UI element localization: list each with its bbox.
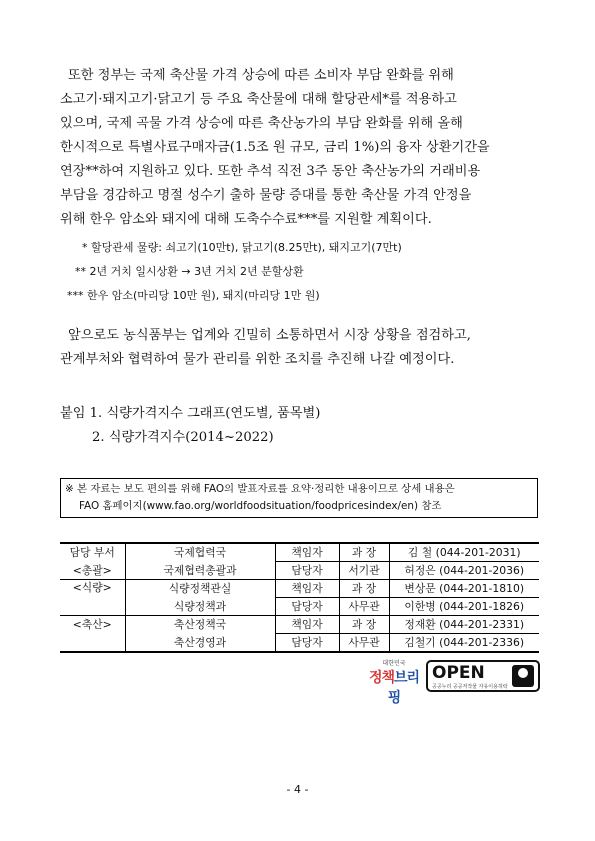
text-line: 관계부처와 협력하여 물가 관리를 위한 조치를 추진해 나갈 예정이다.	[60, 352, 455, 367]
policy-briefing-logo	[368, 658, 420, 706]
footnote: ** 2년 거치 일시상환 → 3년 거치 2년 분할상환	[75, 265, 304, 278]
role-cell: 담당자	[275, 598, 339, 616]
dept-cell: 식량정책관실	[125, 580, 275, 598]
title-cell: 과 장	[339, 543, 389, 562]
kogl-open-license-logo	[426, 660, 540, 692]
text-line: 연장**하여 지원하고 있다. 또한 추석 직전 3주 동안 축산농가의 거래비용	[60, 164, 481, 179]
logo-subtitle: 대한민국	[382, 660, 406, 667]
text-line: 위해 한우 암소와 돼지에 대해 도축수수료***를 지원할 계획이다.	[60, 212, 432, 227]
role-cell: 책임자	[275, 616, 339, 634]
title-cell: 사무관	[339, 634, 389, 653]
role-cell: 담당자	[275, 634, 339, 653]
table-row	[60, 562, 539, 580]
title-cell: 과 장	[339, 580, 389, 598]
page-number: - 4 -	[286, 783, 309, 796]
dept-cell: 국제협력국	[125, 543, 275, 562]
person-cell: 이한병 (044-201-1826)	[389, 598, 539, 616]
table-row	[60, 580, 539, 598]
notice-line: FAO 홈페이지(www.fao.org/worldfoodsituation/foodpricesindex/en) 참조	[79, 500, 442, 512]
open-subtitle: 공공누리 공공저작물 자유이용허락	[432, 684, 508, 690]
table-row	[60, 634, 539, 653]
person-cell: 김 철 (044-201-2031)	[389, 543, 539, 562]
attachment-line-2: 2. 식량가격지수(2014~2022)	[92, 430, 274, 445]
dept-group-cell	[60, 634, 125, 653]
role-cell: 담당자	[275, 562, 339, 580]
dept-cell: 식량정책과	[125, 598, 275, 616]
title-cell: 서기관	[339, 562, 389, 580]
dept-group-cell: <식량>	[60, 580, 125, 598]
footer-logos	[368, 658, 540, 706]
footnote: * 할당관세 물량: 쇠고기(10만t), 닭고기(8.25만t), 돼지고기(7만t)	[82, 241, 402, 254]
contacts-table	[60, 542, 539, 653]
paragraph-policy-support	[60, 64, 538, 232]
person-cell: 정재환 (044-201-2331)	[389, 616, 539, 634]
role-cell: 책임자	[275, 543, 339, 562]
dept-group-cell: 담당 부서	[60, 543, 125, 562]
notice-box	[60, 478, 538, 518]
text-line: 부담을 경감하고 명절 성수기 출하 물량 증대를 통한 축산물 가격 안정을	[60, 188, 472, 203]
open-wordmark: OPEN	[432, 663, 485, 683]
attachment-line-1: 붙임 1. 식량가격지수 그래프(연도별, 품목별)	[60, 406, 321, 421]
dept-group-cell: <총괄>	[60, 562, 125, 580]
text-line: 또한 정부는 국제 축산물 가격 상승에 따른 소비자 부담 완화를 위해	[68, 68, 454, 83]
title-cell: 과 장	[339, 616, 389, 634]
role-cell: 책임자	[275, 580, 339, 598]
person-cell: 허정은 (044-201-2036)	[389, 562, 539, 580]
person-cell: 변상문 (044-201-1810)	[389, 580, 539, 598]
text-line: 있으며, 국제 곡물 가격 상승에 따른 축산농가의 부담 완화를 위해 올해	[60, 116, 463, 131]
logo-wordmark: 정책브리핑	[368, 670, 420, 706]
table-row	[60, 598, 539, 616]
dept-group-cell: <축산>	[60, 616, 125, 634]
text-line: 한시적으로 특별사료구매자금(1.5조 원 규모, 금리 1%)의 융자 상환기간을	[60, 140, 490, 155]
dept-cell: 국제협력총괄과	[125, 562, 275, 580]
dept-cell: 축산정책국	[125, 616, 275, 634]
table-row	[60, 543, 539, 562]
attribution-icon	[512, 665, 534, 687]
text-line: 앞으로도 농식품부는 업계와 긴밀히 소통하면서 시장 상황을 점검하고,	[68, 328, 471, 343]
notice-line: ※ 본 자료는 보도 편의를 위해 FAO의 발표자료를 요약·정리한 내용이므로 상세 내용은	[65, 483, 455, 495]
dept-group-cell	[60, 598, 125, 616]
table-row	[60, 616, 539, 634]
footnote: *** 한우 암소(마리당 10만 원), 돼지(마리당 1만 원)	[67, 289, 320, 302]
dept-cell: 축산경영과	[125, 634, 275, 653]
person-cell: 김철기 (044-201-2336)	[389, 634, 539, 653]
text-line: 소고기·돼지고기·닭고기 등 주요 축산물에 대해 할당관세*를 적용하고	[60, 92, 457, 107]
paragraph-outlook	[60, 324, 538, 372]
title-cell: 사무관	[339, 598, 389, 616]
